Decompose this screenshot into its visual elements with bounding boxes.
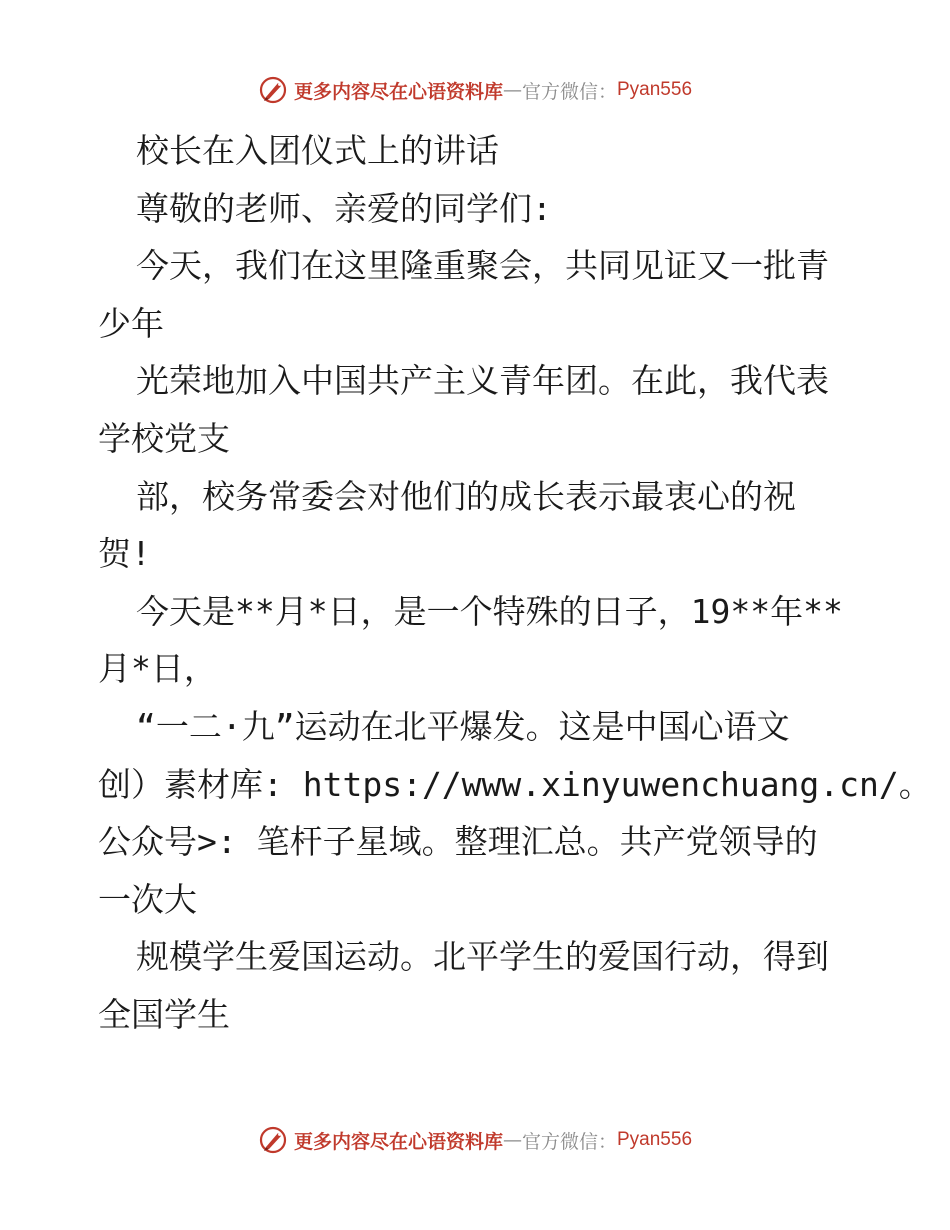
header-wechat-id: Pyan556: [617, 79, 693, 100]
header-wechat-label: 官方微信：: [521, 80, 617, 103]
text-line: “一二·九”运动在北平爆发。这是中国心语文: [136, 706, 790, 746]
document-body: [98, 122, 932, 1044]
text-line: 创）素材库: https://www.xinyuwenchuang.cn/。: [98, 764, 932, 804]
text-line: 少年: [98, 303, 164, 343]
text-line: 公众号>: 笔杆子星域。整理汇总。共产党领导的: [98, 822, 818, 862]
header-banner[interactable]: [0, 70, 950, 110]
text-line: 学校党支: [98, 418, 230, 458]
header-site-label: 更多内容尽在心语资料库: [293, 80, 503, 103]
footer-banner[interactable]: [0, 1120, 950, 1160]
text-line: 规模学生爱国运动。北平学生的爱国行动，得到: [136, 937, 829, 977]
pen-logo-icon: [258, 75, 288, 105]
pen-logo-icon: [258, 1125, 288, 1155]
text-line: 今天，我们在这里隆重聚会，共同见证又一批青: [136, 246, 829, 286]
text-line: 尊敬的老师、亲爱的同学们:: [136, 188, 552, 228]
footer-wechat-label: 官方微信：: [521, 1130, 617, 1153]
text-line: 光荣地加入中国共产主义青年团。在此，我代表: [136, 361, 829, 401]
footer-wechat-id: Pyan556: [617, 1129, 693, 1150]
header-dash: —: [502, 79, 522, 101]
text-line: 月*日，: [98, 649, 217, 689]
text-line: 全国学生: [98, 994, 230, 1034]
text-line: 一次大: [98, 879, 197, 919]
text-line: 校长在入团仪式上的讲话: [136, 131, 499, 170]
footer-site-label: 更多内容尽在心语资料库: [293, 1130, 503, 1153]
text-line: 今天是**月*日，是一个特殊的日子，19**年**: [136, 591, 843, 631]
text-line: 部，校务常委会对他们的成长表示最衷心的祝: [136, 476, 796, 516]
text-line: 贺!: [98, 534, 151, 574]
footer-dash: —: [502, 1129, 522, 1151]
